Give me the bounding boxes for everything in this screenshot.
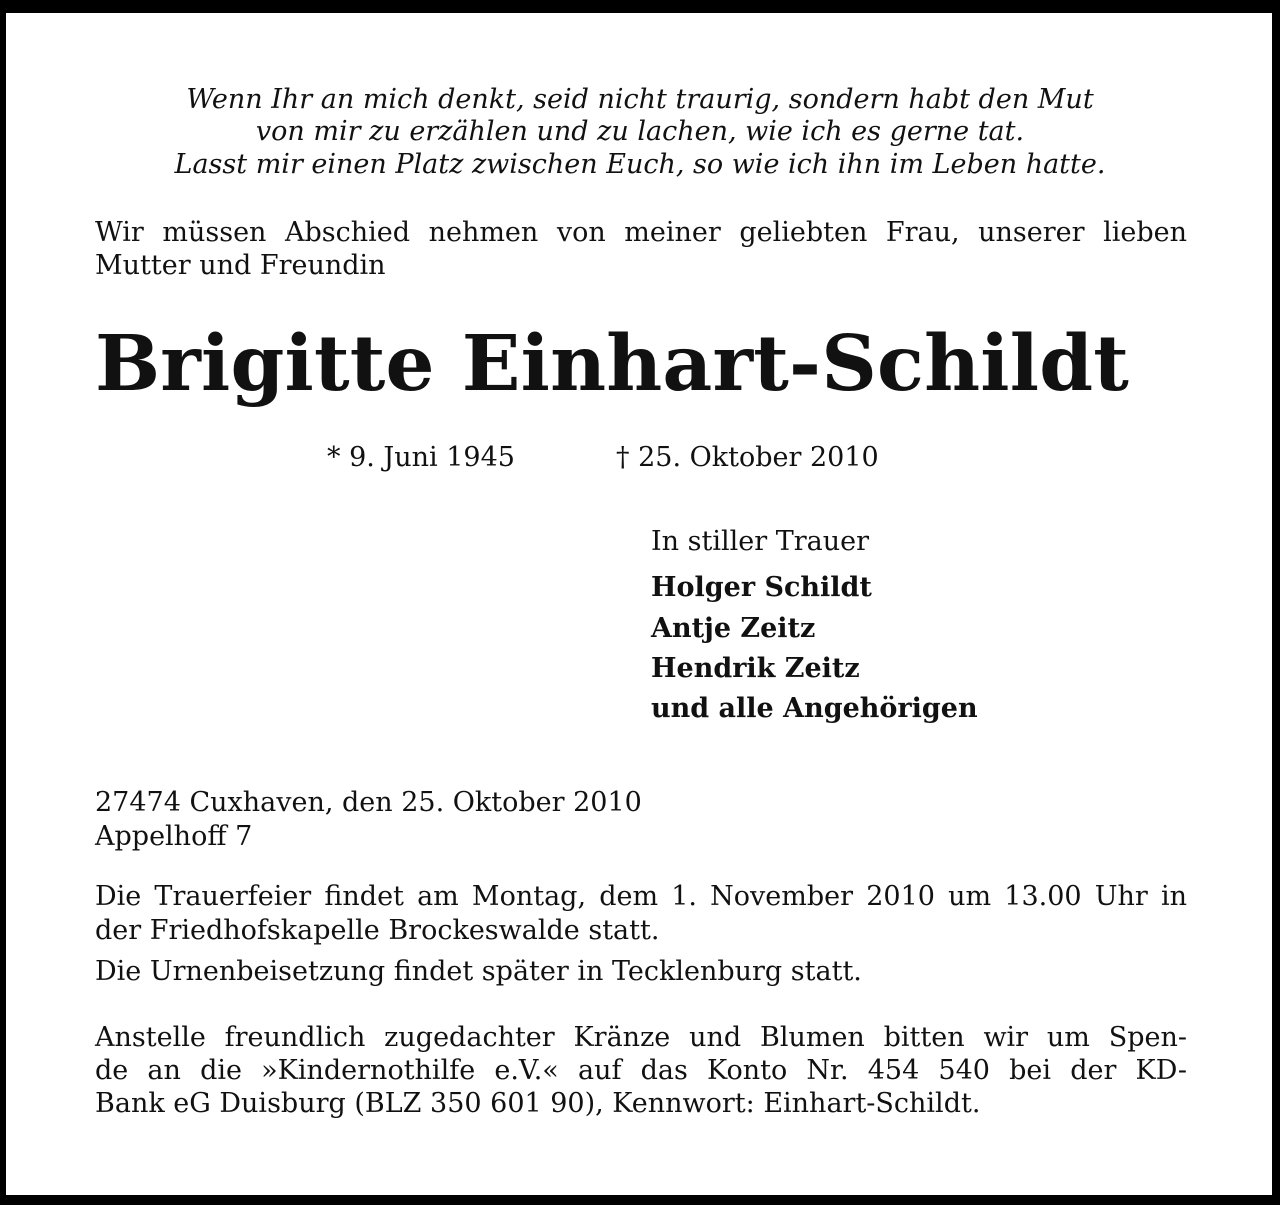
death-date: † 25. Oktober 2010 bbox=[616, 442, 879, 473]
intro-line-1: Wir müssen Abschied nehmen von meiner geliebten Frau, unserer lieben bbox=[95, 217, 1187, 248]
mourner-name: und alle Angehörigen bbox=[651, 693, 978, 724]
deceased-name: Brigitte Einhart-Schildt bbox=[95, 319, 1129, 409]
mourner-name: Holger Schildt bbox=[651, 572, 872, 603]
ceremony-line-1: Die Trauerfeier findet am Montag, dem 1. November 2010 um 13.00 Uhr in bbox=[95, 881, 1187, 912]
mourner-name: Antje Zeitz bbox=[651, 613, 816, 644]
intro-line-2: Mutter und Freundin bbox=[95, 250, 386, 281]
birth-date: * 9. Juni 1945 bbox=[327, 442, 515, 473]
donation-line-3: Bank eG Duisburg (BLZ 350 601 90), Kennwort: Einhart-Schildt. bbox=[95, 1088, 981, 1119]
ceremony-line-3: Die Urnenbeisetzung findet später in Tecklenburg statt. bbox=[95, 956, 862, 987]
mourner-name: Hendrik Zeitz bbox=[651, 653, 860, 684]
donation-line-2: de an die »Kindernothilfe e.V.« auf das Konto Nr. 454 540 bei der KD- bbox=[95, 1055, 1187, 1086]
mourners-heading: In stiller Trauer bbox=[651, 526, 870, 557]
motto-line-1: Wenn Ihr an mich denkt, seid nicht traurig, sondern habt den Mut bbox=[186, 84, 1094, 115]
address-line-2: Appelhoff 7 bbox=[95, 821, 253, 852]
motto-line-3: Lasst mir einen Platz zwischen Euch, so wie ich ihn im Leben hatte. bbox=[174, 149, 1106, 180]
ceremony-line-2: der Friedhofskapelle Brockeswalde statt. bbox=[95, 915, 660, 946]
donation-line-1: Anstelle freundlich zugedachter Kränze und Blumen bitten wir um Spen- bbox=[95, 1022, 1187, 1053]
motto-line-2: von mir zu erzählen und zu lachen, wie ich es gerne tat. bbox=[255, 116, 1025, 147]
address-line-1: 27474 Cuxhaven, den 25. Oktober 2010 bbox=[95, 787, 642, 818]
